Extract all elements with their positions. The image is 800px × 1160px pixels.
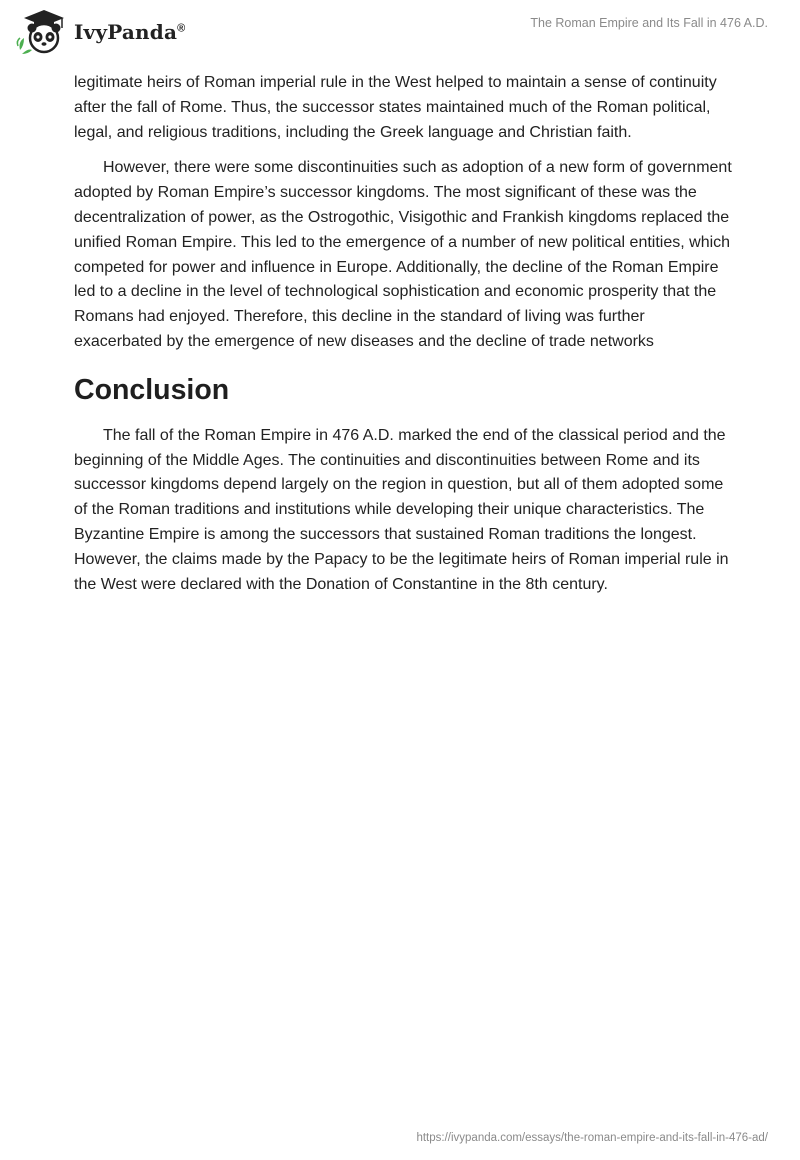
page-header bbox=[0, 0, 800, 70]
paragraph-discontinuities: However, there were some discontinuities such as adoption of a new form of government adopted by Roman Empire’s successor kingdoms. The most significant of these was the decentralization of power, as the Ostrogothic, Visigothic and Frankish kingdoms replaced the unified Roman Empire. This led to the emergence of a number of new political entities, which competed for power and influence in Europe. Additionally, the decline of the Roman Empire led to a decline in the level of technological sophistication and economic prosperity that the Romans had enjoyed. Therefore, this decline in the standard of living was further exacerbated by the emergence of new diseases and the decline of trade networks bbox=[74, 159, 732, 350]
document-title: The Roman Empire and Its Fall in 476 A.D. bbox=[530, 16, 768, 30]
paragraph-continuation: legitimate heirs of Roman imperial rule in the West helped to maintain a sense of continuity after the fall of Rome. Thus, the successor states maintained much of the Roman political, legal, and religious traditions, including the Greek language and Christian faith. bbox=[74, 74, 717, 141]
source-url[interactable]: https://ivypanda.com/essays/the-roman-empire-and-its-fall-in-476-ad/ bbox=[416, 1132, 768, 1144]
registered-mark: ® bbox=[177, 22, 186, 35]
logo-text: IvyPanda® bbox=[74, 20, 186, 44]
panda-graduation-cap-icon bbox=[14, 8, 70, 56]
paragraph-conclusion: The fall of the Roman Empire in 476 A.D. marked the end of the classical period and the beginning of the Middle Ages. The continuities and discontinuities between Rome and its successor kingdoms depend largely on the region in question, but all of them adopted some of the Roman traditions and institutions while developing their unique characteristics. The Byzantine Empire is among the successors that sustained Roman traditions the longest. However, the claims made by the Papacy to be the legitimate heirs of Roman imperial rule in the West were declared with the Donation of Constantine in the 8th century. bbox=[74, 426, 729, 593]
section-heading-conclusion: Conclusion bbox=[74, 373, 230, 406]
ivypanda-logo[interactable] bbox=[14, 8, 185, 56]
essay-content bbox=[74, 71, 734, 608]
